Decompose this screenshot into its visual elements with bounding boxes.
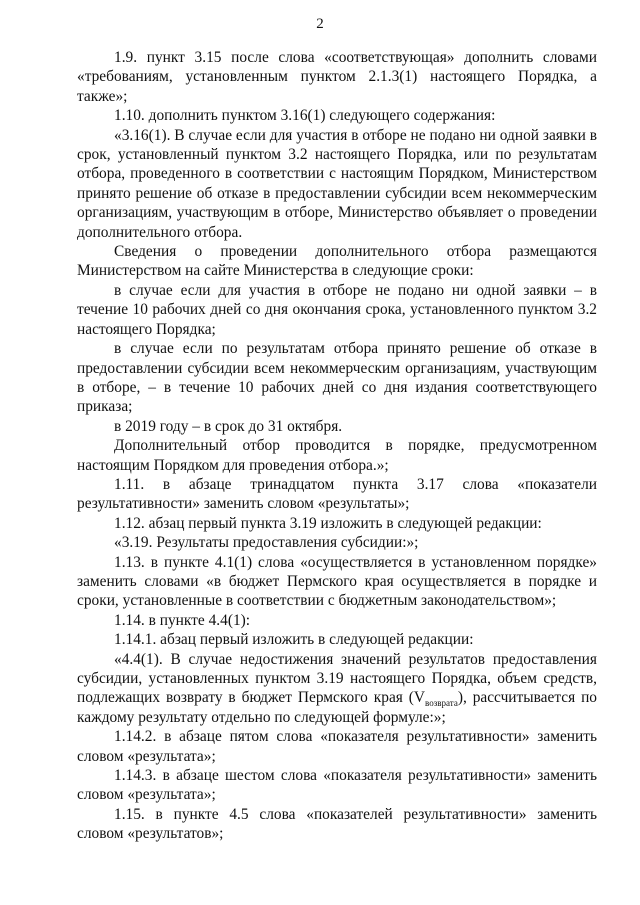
paragraph-additional-selection: Дополнительный отбор проводится в порядке, предусмотренном настоящим Порядком для проведения отбора.»; [77,437,597,474]
paragraph-1-10: 1.10. дополнить пунктом 3.16(1) следующего содержания: [114,107,496,125]
paragraph-refusal-decision: в случае если по результатам отбора принято решение об отказе в предоставлении субсидии всем некоммерческим организациям, участвующим в отборе, – в течение 10 рабочих дней со дня издания соответствующего приказа; [77,340,597,416]
paragraph-3-19: «3.19. Результаты предоставления субсидии:»; [114,534,419,552]
paragraph-4-4-1-after: ), рассчитывается по каждому результату отдельно по следующей формуле:»; [77,689,597,726]
paragraph-4-4-1 [77,650,597,728]
page-number: 2 [316,16,324,32]
paragraph-no-applications: в случае если для участия в отборе не подано ни одной заявки – в течение 10 рабочих дней со дня окончания срока, установленного пунктом 3.2 настоящего Порядка; [77,281,597,338]
paragraph-4-4-1-before: «4.4(1). В случае недостижения значений результатов предоставления субсидии, установленных пунктом 3.19 настоящего Порядка, объем средств, подлежащих возврату в бюджет Пермского края (V [77,650,597,707]
paragraph-1-14: 1.14. в пункте 4.4(1): [114,611,251,629]
paragraph-1-15: 1.15. в пункте 4.5 слова «показателей результативности» заменить словом «результатов»; [77,805,597,843]
paragraph-2019-deadline: в 2019 году – в срок до 31 октября. [114,417,343,435]
paragraph-1-14-1: 1.14.1. абзац первый изложить в следующей редакции: [114,631,474,649]
paragraph-1-14-3: 1.14.3. в абзаце шестом слова «показателя результативности» заменить словом «результата»; [77,767,597,804]
document-body [77,48,597,844]
paragraph-1-14-2: 1.14.2. в абзаце пятом слова «показателя результативности» заменить словом «результата»; [77,728,597,765]
v-subscript: возврата [425,698,458,709]
paragraph-1-12: 1.12. абзац первый пункта 3.19 изложить в следующей редакции: [114,514,542,532]
paragraph-1-11: 1.11. в абзаце тринадцатом пункта 3.17 слова «показатели результативности» заменить словом «результаты»; [77,475,597,513]
paragraph-3-16-1: «3.16(1). В случае если для участия в отборе не подано ни одной заявки в срок, установленный пунктом 3.2 настоящего Порядка, или по результатам отбора, проведенного в соответствии с настоящим Порядком, Министерством принято решение об отказе в предоставлении субсидии всем некоммерческим организациям, участвующим в отборе, Министерство объявляет о проведении дополнительного отбора. [77,126,597,241]
paragraph-info-publication: Сведения о проведении дополнительного отбора размещаются Министерством на сайте Министерства в следующие сроки: [77,243,597,280]
paragraph-1-9: 1.9. пункт 3.15 после слова «соответствующая» дополнить словами «требованиям, установленным пунктом 2.1.3(1) настоящего Порядка, а также»; [77,49,597,105]
paragraph-1-13: 1.13. в пункте 4.1(1) слова «осуществляется в установленном порядке» заменить словами «в бюджет Пермского края осуществляется в порядке и сроки, установленные в соответствии с бюджетным законодательством»; [77,553,597,610]
